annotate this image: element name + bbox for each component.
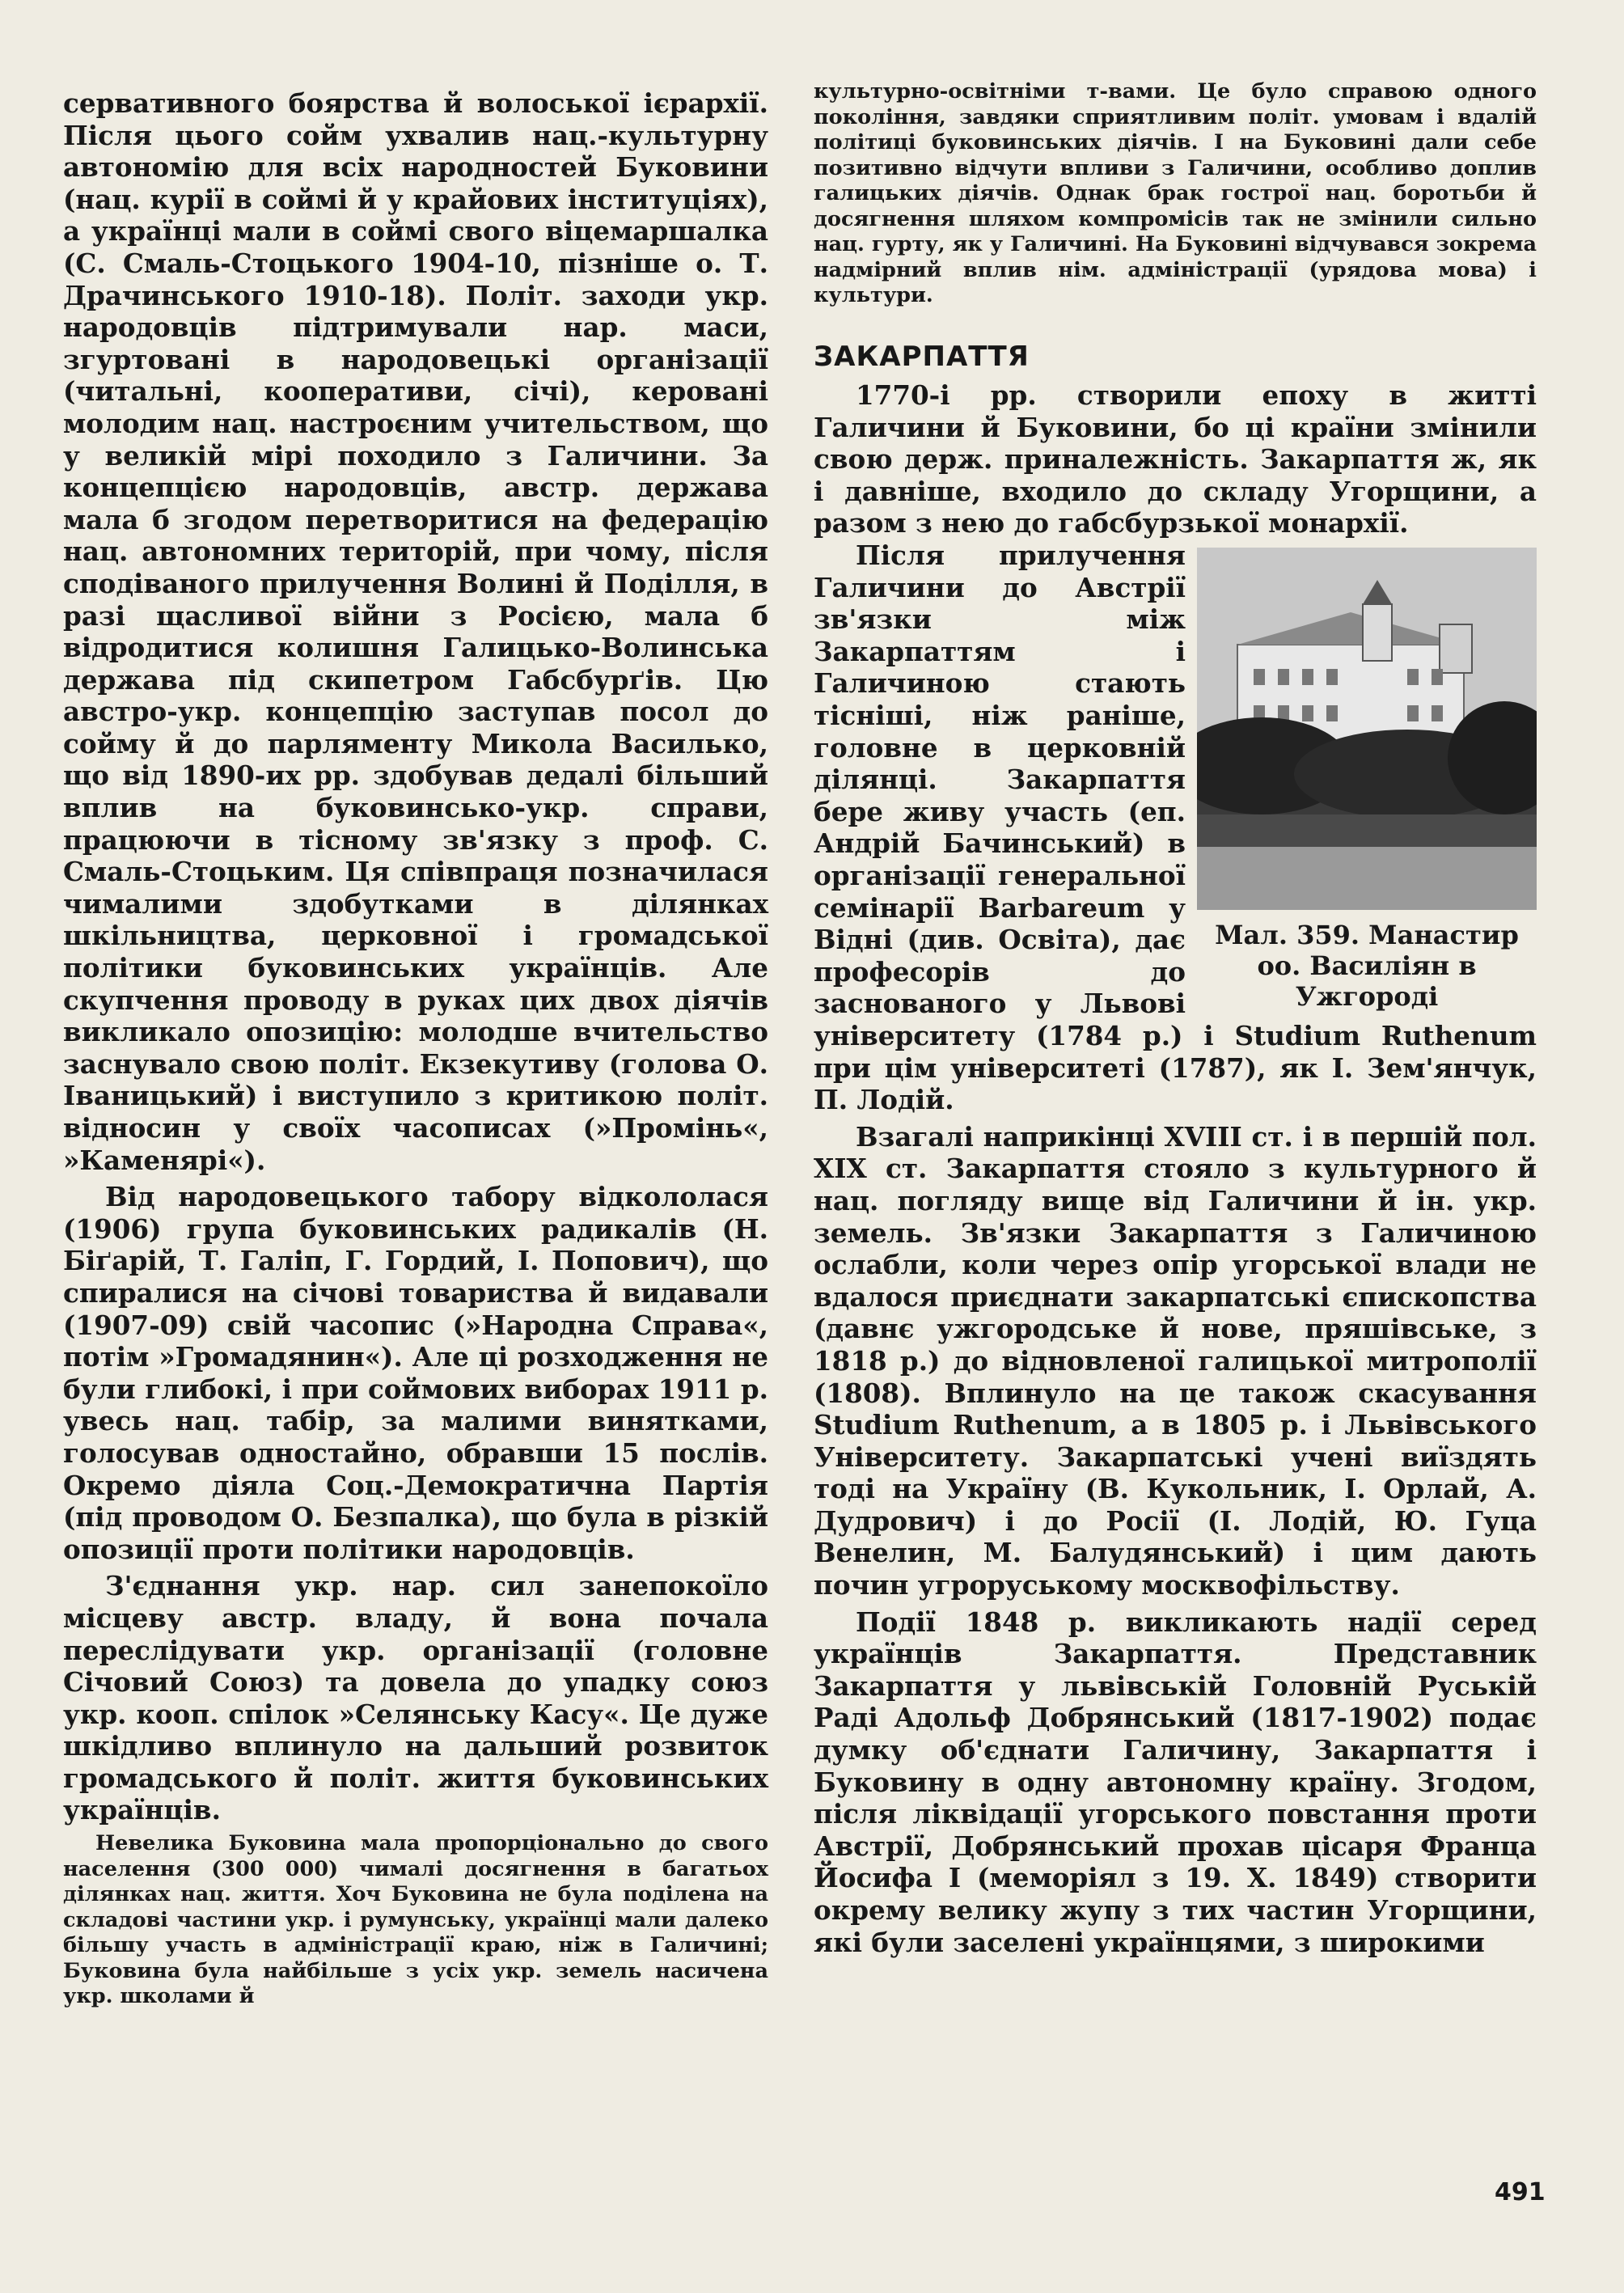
page-number: 491 — [1495, 2178, 1546, 2206]
paragraph: З'єднання укр. нар. сил занепокоїло місцеву австр. владу, й вона почала переслідувати укр. організації (головне Січовий Союз) та довела до упадку союз укр. кооп. спілок »Селянську Касу«. Це дуже шкідливо вплинуло на дальший розвиток громадського й політ. життя буковинських українців. — [63, 1570, 768, 1826]
monastery-photo — [1197, 548, 1537, 910]
paragraph: Взагалі наприкінці XVIII ст. і в першій пол. XIX ст. Закарпаття стояло з культурного й нац. погляду вище від Галичини й ін. укр. земель. Зв'язки Закарпаття з Галичиною ослабли, коли через опір угорської влади не вдалося приєднати закарпатські єпископства (давнє ужгородське й нове, пряшівське, з 1818 р.) до відновленої галицької митрополії (1808). Вплинуло на це також скасування Studium Ruthenum, а в 1805 р. і Львівського Університету. Закарпатські учені виїздять тоді на Україну (В. Кукольник, І. Орлай, А. Дудрович) і до Росії (І. Лодій, Ю. Гуца Венелин, М. Балудянський) і цим дають почин угроруському москвофільству. — [814, 1120, 1537, 1601]
paragraph: 1770-і рр. створили епоху в житті Галичини й Буковини, бо ці країни змінили свою держ. приналежність. Закарпаття ж, як і давніше, входило до складу Угорщини, а разом з нею до габсбурзької монархії. — [814, 379, 1537, 539]
right-column — [814, 79, 1537, 1958]
paragraph: Події 1848 р. викликають надії серед українців Закарпаття. Представник Закарпаття у львівській Головній Руській Раді Адольф Добрянський (1817-1902) подає думку об'єднати Галичину, Закарпаття і Буковину в одну автономну країну. Згодом, після ліквідації угорського повстання проти Австрії, Добрянський прохав цісаря Франца Йосифа I (меморіял з 19. X. 1849) створити окрему велику жупу з тих частин Угорщини, які були заселені українцями, з широкими — [814, 1606, 1537, 1958]
paragraph: сервативного боярства й волоської ієрархії. Після цього сойм ухвалив нац.-культурну автономію для всіх народностей Буковини (нац. курії в соймі й у крайових інституціях), а українці мали в соймі свого віцемаршалка (С. Смаль-Стоцького 1904-10, пізніше о. Т. Драчинського 1910-18). Політ. заходи укр. народовців підтримували нар. маси, згуртовані в народовецькі організації (читальні, кооперативи, січі), керовані молодим нац. настроєним учительством, що у великій мірі походило з Галичини. За концепцією народовців, австр. держава мала б згодом перетворитися на федерацію нац. автономних територій, при чому, після сподіваного прилучення Волині й Поділля, в разі щасливої війни з Росією, мала б відродитися колишня Галицько-Волинська держава під скипетром Габсбурґів. Цю австро-укр. концепцію заступав посол до сойму й до парляменту Микола Василько, що від 1890-их рр. здобував дедалі більший вплив на буковинсько-укр. справи, працюючи в тісному зв'язку з проф. С. Смаль-Стоцьким. Ця співпраця позначилася чималими здобутками в ділянках шкільництва, церковної і громадської політики буковинських українців. Але скупчення проводу в руках цих двох діячів викликало опозицію: молодше вчительство заснувало свою політ. Екзекутиву (голова О. Іваницький) і виступило з критикою політ. відносин у своїх часописах (»Промінь«, »Каменярі«). — [63, 87, 768, 1176]
left-column — [63, 87, 768, 2010]
small-print-paragraph: культурно-освітніми т-вами. Це було справою одного покоління, завдяки сприятливим політ. умовам і вдалій політиці буковинських діячів. І на Буковині дали себе позитивно відчути впливи з Галичини, особливо доплив галицьких діячів. Однак брак гострої нац. боротьби й досягнення шляхом компромісів так не змінили сильно нац. гурту, як у Галичині. На Буковині відчувався зокрема надмірний вплив нім. адміністрації (урядова мова) і культури. — [814, 79, 1537, 307]
paragraph: Від народовецького табору відкололася (1906) група буковинських радикалів (Н. Біґарій, Т. Галіп, Г. Гордий, І. Попович), що спиралися на січові товариства й видавали (1907-09) свій часопис (»Народна Справа«, потім »Громадянин«). Але ці розходження не були глибокі, і при соймових виборах 1911 р. увесь нац. табір, за малими винятками, голосував одностайно, обравши 15 послів. Окремо діяла Соц.-Демократична Партія (під проводом О. Безпалка), що була в різкій опозиції проти політики народовців. — [63, 1181, 768, 1565]
figure — [1197, 548, 1537, 1012]
section-heading: ЗАКАРПАТТЯ — [814, 340, 1030, 373]
small-print-paragraph: Невелика Буковина мала пропорціонально до свого населення (300 000) чималі досягнення в багатьох ділянках нац. життя. Хоч Буковина не була поділена на складові частини укр. і румунську, українці мали далеко більшу участь в адміністрації краю, ніж в Галичині; Буковина була найбільше з усіх укр. земель насичена укр. школами й — [63, 1831, 768, 2009]
paragraph: Після прилучення Галичини до Австрії зв'язки між Закарпаттям і Галичиною стають тісніші, ніж раніше, головне в церковній ділянці. Закарпаття бере живу участь (еп. Андрій Бачинський) в організації генеральної семінарії Barbareum у Відні (див. Освіта), дає професорів до заснованого у Львові університету (1784 р.) і Studium Ruthenum при цім університеті (1787), як І. Зем'янчук, П. Лодій. — [814, 539, 1537, 1116]
figure-caption: Мал. 359. Манастир оо. Василіян в Ужгороді — [1215, 920, 1519, 1013]
